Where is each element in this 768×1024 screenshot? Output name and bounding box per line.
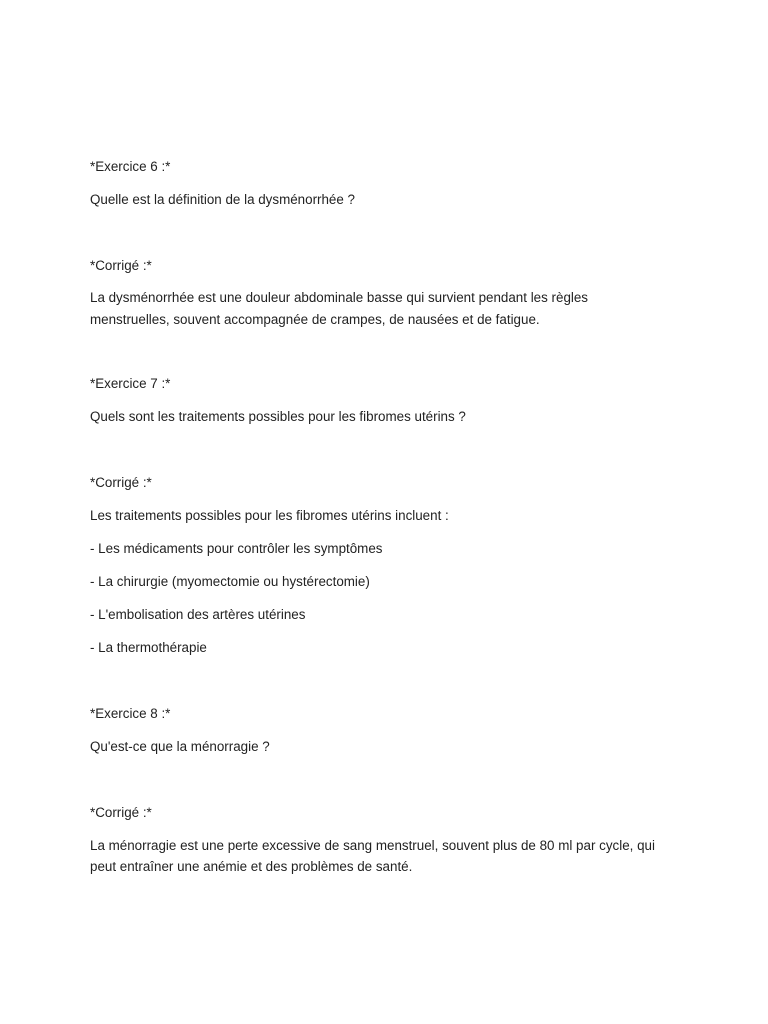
exercise-8-question: Qu'est-ce que la ménorragie ? [90,739,270,754]
exercise-8-answer-line-2: peut entraîner une anémie et des problèmes de santé. [90,859,413,874]
list-item: - La thermothérapie [90,640,207,655]
exercise-7-heading: *Exercice 7 :* [90,376,171,391]
list-item: - La chirurgie (myomectomie ou hystérectomie) [90,574,370,589]
exercise-6-corrige-heading: *Corrigé :* [90,258,152,273]
exercise-8-heading: *Exercice 8 :* [90,706,171,721]
exercise-6-answer-line-1: La dysménorrhée est une douleur abdominale basse qui survient pendant les règles [90,290,589,305]
exercise-6-heading: *Exercice 6 :* [90,159,171,174]
exercise-7-corrige-heading: *Corrigé :* [90,475,152,490]
exercise-8-corrige-heading: *Corrigé :* [90,805,152,820]
exercise-6-question: Quelle est la définition de la dysménorrhée ? [90,192,355,207]
exercise-8-answer-line-1: La ménorragie est une perte excessive de sang menstruel, souvent plus de 80 ml par cycle, qui [90,838,655,853]
exercise-7-question: Quels sont les traitements possibles pour les fibromes utérins ? [90,409,466,424]
list-item: - L'embolisation des artères utérines [90,607,306,622]
list-item: - Les médicaments pour contrôler les symptômes [90,541,383,556]
exercise-6-answer-line-2: menstruelles, souvent accompagnée de crampes, de nausées et de fatigue. [90,312,540,327]
exercise-7-answer-intro: Les traitements possibles pour les fibromes utérins incluent : [90,508,449,523]
